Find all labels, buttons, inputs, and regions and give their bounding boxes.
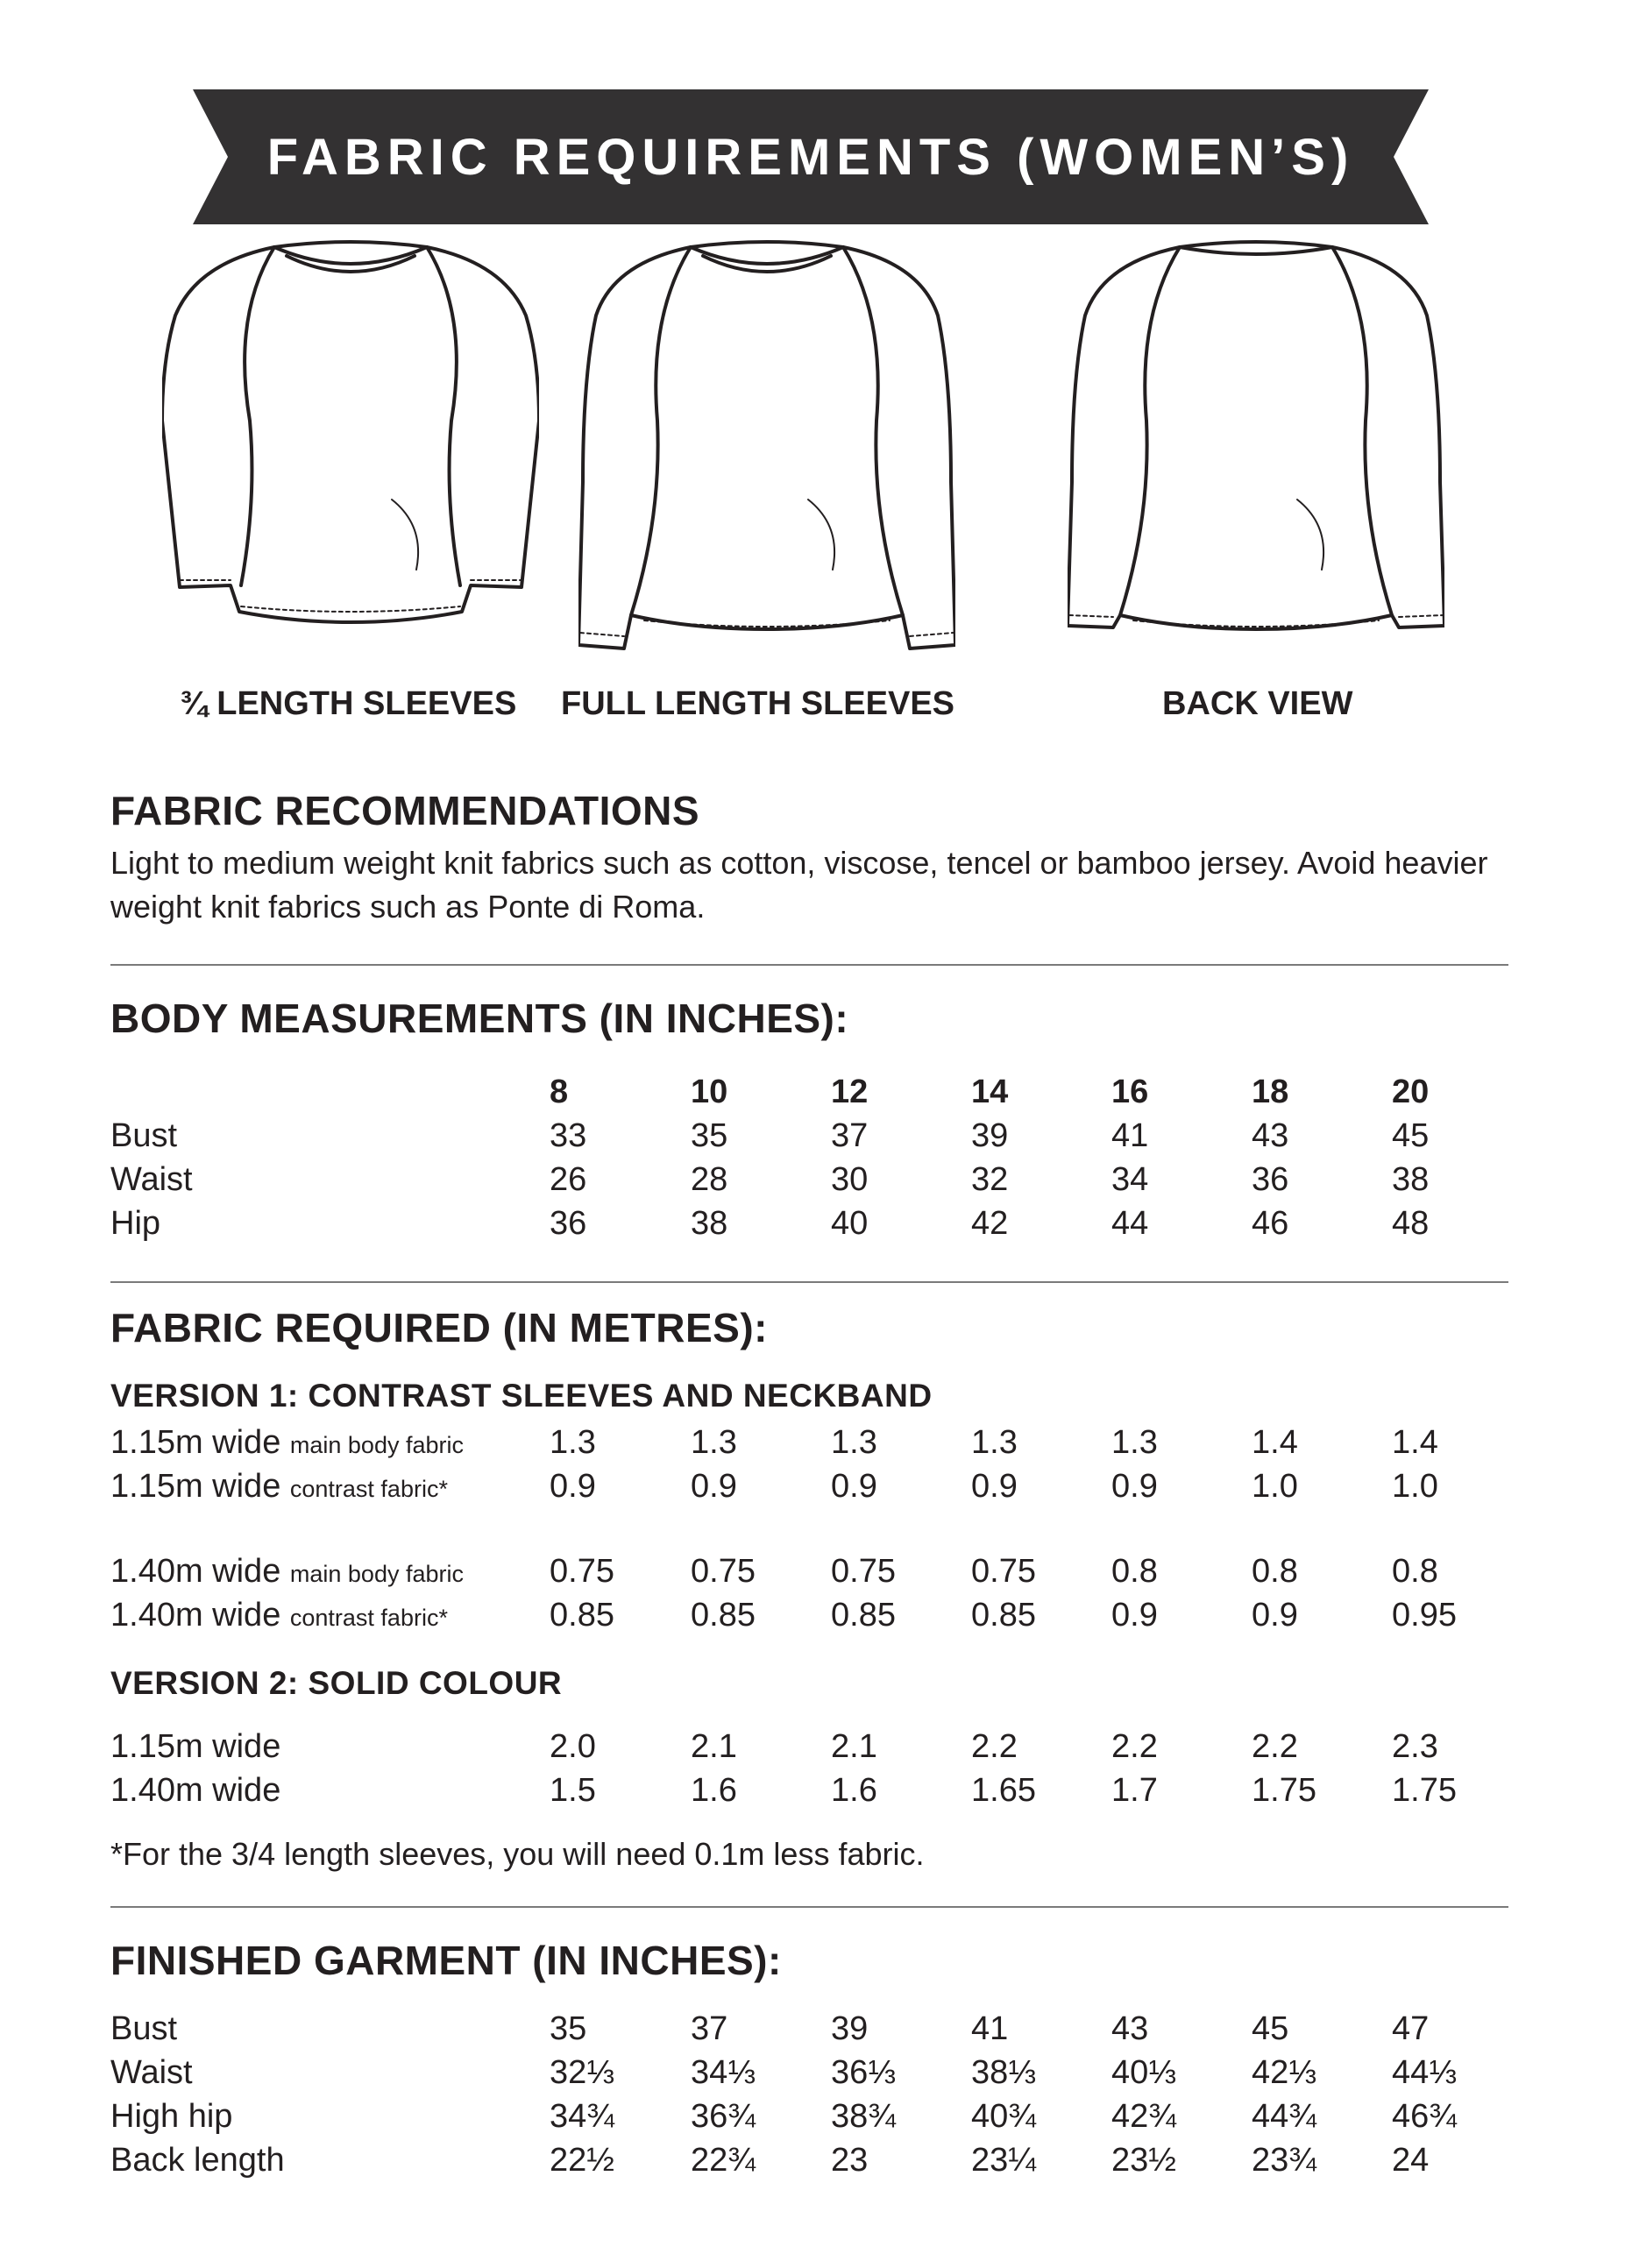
table-cell: 28 bbox=[691, 1161, 728, 1198]
table-cell: 24 bbox=[1392, 2142, 1430, 2179]
row-label: 1.15m wide bbox=[110, 1728, 281, 1765]
table-cell: 0.75 bbox=[831, 1553, 896, 1590]
width-label: 1.15m wide bbox=[110, 1424, 281, 1461]
table-cell: 0.85 bbox=[831, 1597, 896, 1634]
table-cell: 36¾ bbox=[691, 2098, 756, 2135]
table-cell: 0.85 bbox=[550, 1597, 614, 1634]
table-cell: 34⅓ bbox=[691, 2054, 756, 2091]
table-cell: 34¾ bbox=[550, 2098, 614, 2135]
size-header: 8 bbox=[550, 1074, 569, 1110]
table-row bbox=[0, 1205, 1625, 1249]
table-cell: 23¾ bbox=[1252, 2142, 1316, 2179]
table-row bbox=[0, 1161, 1625, 1205]
full-sleeve-tee-icon bbox=[578, 237, 955, 657]
table-cell: 2.0 bbox=[550, 1728, 596, 1765]
table-cell: 2.2 bbox=[1111, 1728, 1158, 1765]
table-cell: 0.85 bbox=[691, 1597, 756, 1634]
table-cell: 2.2 bbox=[1252, 1728, 1298, 1765]
table-cell: 43 bbox=[1252, 1117, 1289, 1154]
table-cell: 1.4 bbox=[1252, 1424, 1298, 1461]
tee-back-view-icon bbox=[1068, 237, 1444, 657]
table-cell: 1.7 bbox=[1111, 1772, 1158, 1809]
table-cell: 1.0 bbox=[1252, 1468, 1298, 1505]
fabric-type-label: main body fabric bbox=[289, 1561, 464, 1587]
table-cell: 35 bbox=[550, 2010, 587, 2047]
finished-garment-heading: FINISHED GARMENT (IN INCHES): bbox=[110, 1938, 782, 1983]
fabric-note: *For the 3/4 length sleeves, you will need 0.1m less fabric. bbox=[110, 1836, 925, 1872]
table-cell: 44 bbox=[1111, 1205, 1149, 1242]
table-cell: 2.1 bbox=[691, 1728, 737, 1765]
table-cell: 40¾ bbox=[971, 2098, 1036, 2135]
table-cell: 40⅓ bbox=[1111, 2054, 1176, 2091]
table-cell: 41 bbox=[971, 2010, 1009, 2047]
table-cell: 0.9 bbox=[691, 1468, 737, 1505]
table-row bbox=[0, 2098, 1625, 2142]
caption-back-view: BACK VIEW bbox=[1162, 685, 1353, 722]
row-label: Waist bbox=[110, 2054, 193, 2091]
width-label: 1.15m wide bbox=[110, 1468, 281, 1505]
table-cell: 35 bbox=[691, 1117, 728, 1154]
table-cell: 0.9 bbox=[1252, 1597, 1298, 1634]
table-cell: 0.85 bbox=[971, 1597, 1036, 1634]
table-cell: 1.5 bbox=[550, 1772, 596, 1809]
table-cell: 38 bbox=[1392, 1161, 1430, 1198]
table-row bbox=[0, 1468, 1625, 1512]
table-cell: 48 bbox=[1392, 1205, 1430, 1242]
table-cell: 42¾ bbox=[1111, 2098, 1176, 2135]
divider bbox=[110, 1281, 1508, 1283]
size-header: 12 bbox=[831, 1074, 869, 1110]
table-cell: 1.3 bbox=[691, 1424, 737, 1461]
fabric-type-label: contrast fabric* bbox=[289, 1605, 448, 1631]
row-label: Waist bbox=[110, 1161, 193, 1198]
table-cell: 39 bbox=[971, 1117, 1009, 1154]
table-cell: 2.3 bbox=[1392, 1728, 1438, 1765]
three-quarter-sleeve-tee-icon bbox=[162, 237, 539, 657]
table-cell: 0.95 bbox=[1392, 1597, 1457, 1634]
table-cell: 1.6 bbox=[691, 1772, 737, 1809]
table-cell: 42 bbox=[971, 1205, 1009, 1242]
table-cell: 39 bbox=[831, 2010, 869, 2047]
table-cell: 0.8 bbox=[1392, 1553, 1438, 1590]
table-cell: 46¾ bbox=[1392, 2098, 1457, 2135]
table-cell: 23½ bbox=[1111, 2142, 1176, 2179]
row-label bbox=[110, 1424, 464, 1462]
table-cell: 26 bbox=[550, 1161, 587, 1198]
table-cell: 47 bbox=[1392, 2010, 1430, 2047]
caption-full-length-sleeves: FULL LENGTH SLEEVES bbox=[561, 685, 955, 722]
table-cell: 45 bbox=[1252, 2010, 1289, 2047]
table-cell: 0.9 bbox=[550, 1468, 596, 1505]
table-cell: 32 bbox=[971, 1161, 1009, 1198]
table-row bbox=[0, 1597, 1625, 1641]
table-cell: 33 bbox=[550, 1117, 587, 1154]
table-cell: 32⅓ bbox=[550, 2054, 614, 2091]
table-cell: 0.9 bbox=[831, 1468, 877, 1505]
page-title: FABRIC REQUIREMENTS (WOMEN’S) bbox=[266, 128, 1355, 186]
size-header: 20 bbox=[1392, 1074, 1430, 1110]
table-cell: 37 bbox=[691, 2010, 728, 2047]
table-cell: 0.75 bbox=[971, 1553, 1036, 1590]
table-cell: 1.4 bbox=[1392, 1424, 1438, 1461]
row-label: Back length bbox=[110, 2142, 285, 2179]
table-cell: 0.8 bbox=[1252, 1553, 1298, 1590]
table-cell: 36 bbox=[1252, 1161, 1289, 1198]
row-label: Bust bbox=[110, 2010, 178, 2047]
table-cell: 1.3 bbox=[1111, 1424, 1158, 1461]
table-cell: 44⅓ bbox=[1392, 2054, 1457, 2091]
size-header: 14 bbox=[971, 1074, 1009, 1110]
row-label bbox=[110, 1597, 448, 1634]
table-cell: 22½ bbox=[550, 2142, 614, 2179]
table-cell: 43 bbox=[1111, 2010, 1149, 2047]
table-cell: 36 bbox=[550, 1205, 587, 1242]
table-row bbox=[0, 1553, 1625, 1597]
table-cell: 37 bbox=[831, 1117, 869, 1154]
table-cell: 0.9 bbox=[1111, 1597, 1158, 1634]
table-cell: 1.6 bbox=[831, 1772, 877, 1809]
fabric-recommendations-line-1: Light to medium weight knit fabrics such as cotton, viscose, tencel or bamboo jersey. Avoid heavier bbox=[110, 845, 1488, 881]
table-row bbox=[0, 2142, 1625, 2186]
garment-three-quarter-sleeve bbox=[162, 237, 539, 657]
table-cell: 23 bbox=[831, 2142, 869, 2179]
table-cell: 30 bbox=[831, 1161, 869, 1198]
table-cell: 2.1 bbox=[831, 1728, 877, 1765]
fabric-recommendations-line-2: weight knit fabrics such as Ponte di Roma. bbox=[110, 889, 706, 925]
table-cell: 1.75 bbox=[1392, 1772, 1457, 1809]
fabric-recommendations-heading: FABRIC RECOMMENDATIONS bbox=[110, 788, 700, 833]
size-header: 16 bbox=[1111, 1074, 1149, 1110]
size-header: 18 bbox=[1252, 1074, 1289, 1110]
row-label: Bust bbox=[110, 1117, 178, 1154]
table-row bbox=[0, 1424, 1625, 1468]
garment-back-view bbox=[1068, 237, 1444, 657]
fabric-recommendations-text bbox=[110, 841, 1530, 929]
row-label: Hip bbox=[110, 1205, 161, 1242]
table-row bbox=[0, 2054, 1625, 2098]
size-header-row bbox=[0, 1074, 1625, 1117]
table-cell: 38¾ bbox=[831, 2098, 896, 2135]
table-cell: 42⅓ bbox=[1252, 2054, 1316, 2091]
table-cell: 1.0 bbox=[1392, 1468, 1438, 1505]
table-cell: 0.8 bbox=[1111, 1553, 1158, 1590]
table-cell: 41 bbox=[1111, 1117, 1149, 1154]
table-cell: 0.75 bbox=[691, 1553, 756, 1590]
table-cell: 44¾ bbox=[1252, 2098, 1316, 2135]
divider bbox=[110, 964, 1508, 966]
table-cell: 0.75 bbox=[550, 1553, 614, 1590]
table-cell: 46 bbox=[1252, 1205, 1289, 1242]
fabric-required-heading: FABRIC REQUIRED (IN METRES): bbox=[110, 1305, 768, 1350]
table-cell: 38 bbox=[691, 1205, 728, 1242]
title-banner bbox=[193, 89, 1429, 224]
body-measurements-heading: BODY MEASUREMENTS (IN INCHES): bbox=[110, 996, 849, 1041]
width-label: 1.40m wide bbox=[110, 1597, 281, 1634]
table-cell: 1.3 bbox=[971, 1424, 1018, 1461]
garment-full-sleeve bbox=[578, 237, 955, 657]
size-header: 10 bbox=[691, 1074, 728, 1110]
table-cell: 34 bbox=[1111, 1161, 1149, 1198]
row-label bbox=[110, 1553, 464, 1591]
table-row bbox=[0, 1728, 1625, 1772]
table-cell: 1.3 bbox=[550, 1424, 596, 1461]
table-cell: 45 bbox=[1392, 1117, 1430, 1154]
table-cell: 0.9 bbox=[971, 1468, 1018, 1505]
table-row bbox=[0, 1117, 1625, 1161]
fabric-type-label: contrast fabric* bbox=[289, 1476, 448, 1502]
row-label: High hip bbox=[110, 2098, 233, 2135]
table-cell: 36⅓ bbox=[831, 2054, 896, 2091]
fabric-type-label: main body fabric bbox=[289, 1432, 464, 1458]
caption-three-quarter-sleeves: ¾ LENGTH SLEEVES bbox=[180, 685, 517, 722]
table-cell: 38⅓ bbox=[971, 2054, 1036, 2091]
table-cell: 22¾ bbox=[691, 2142, 756, 2179]
table-cell: 40 bbox=[831, 1205, 869, 1242]
version-2-heading: VERSION 2: SOLID COLOUR bbox=[110, 1665, 563, 1701]
table-row bbox=[0, 2010, 1625, 2054]
table-cell: 1.3 bbox=[831, 1424, 877, 1461]
row-label: 1.40m wide bbox=[110, 1772, 281, 1809]
divider bbox=[110, 1906, 1508, 1908]
table-cell: 1.65 bbox=[971, 1772, 1036, 1809]
version-1-heading: VERSION 1: CONTRAST SLEEVES AND NECKBAND bbox=[110, 1378, 933, 1414]
width-label: 1.40m wide bbox=[110, 1553, 281, 1590]
table-row bbox=[0, 1772, 1625, 1816]
row-label bbox=[110, 1468, 448, 1506]
table-cell: 0.9 bbox=[1111, 1468, 1158, 1505]
table-cell: 1.75 bbox=[1252, 1772, 1316, 1809]
table-cell: 23¼ bbox=[971, 2142, 1036, 2179]
table-cell: 2.2 bbox=[971, 1728, 1018, 1765]
